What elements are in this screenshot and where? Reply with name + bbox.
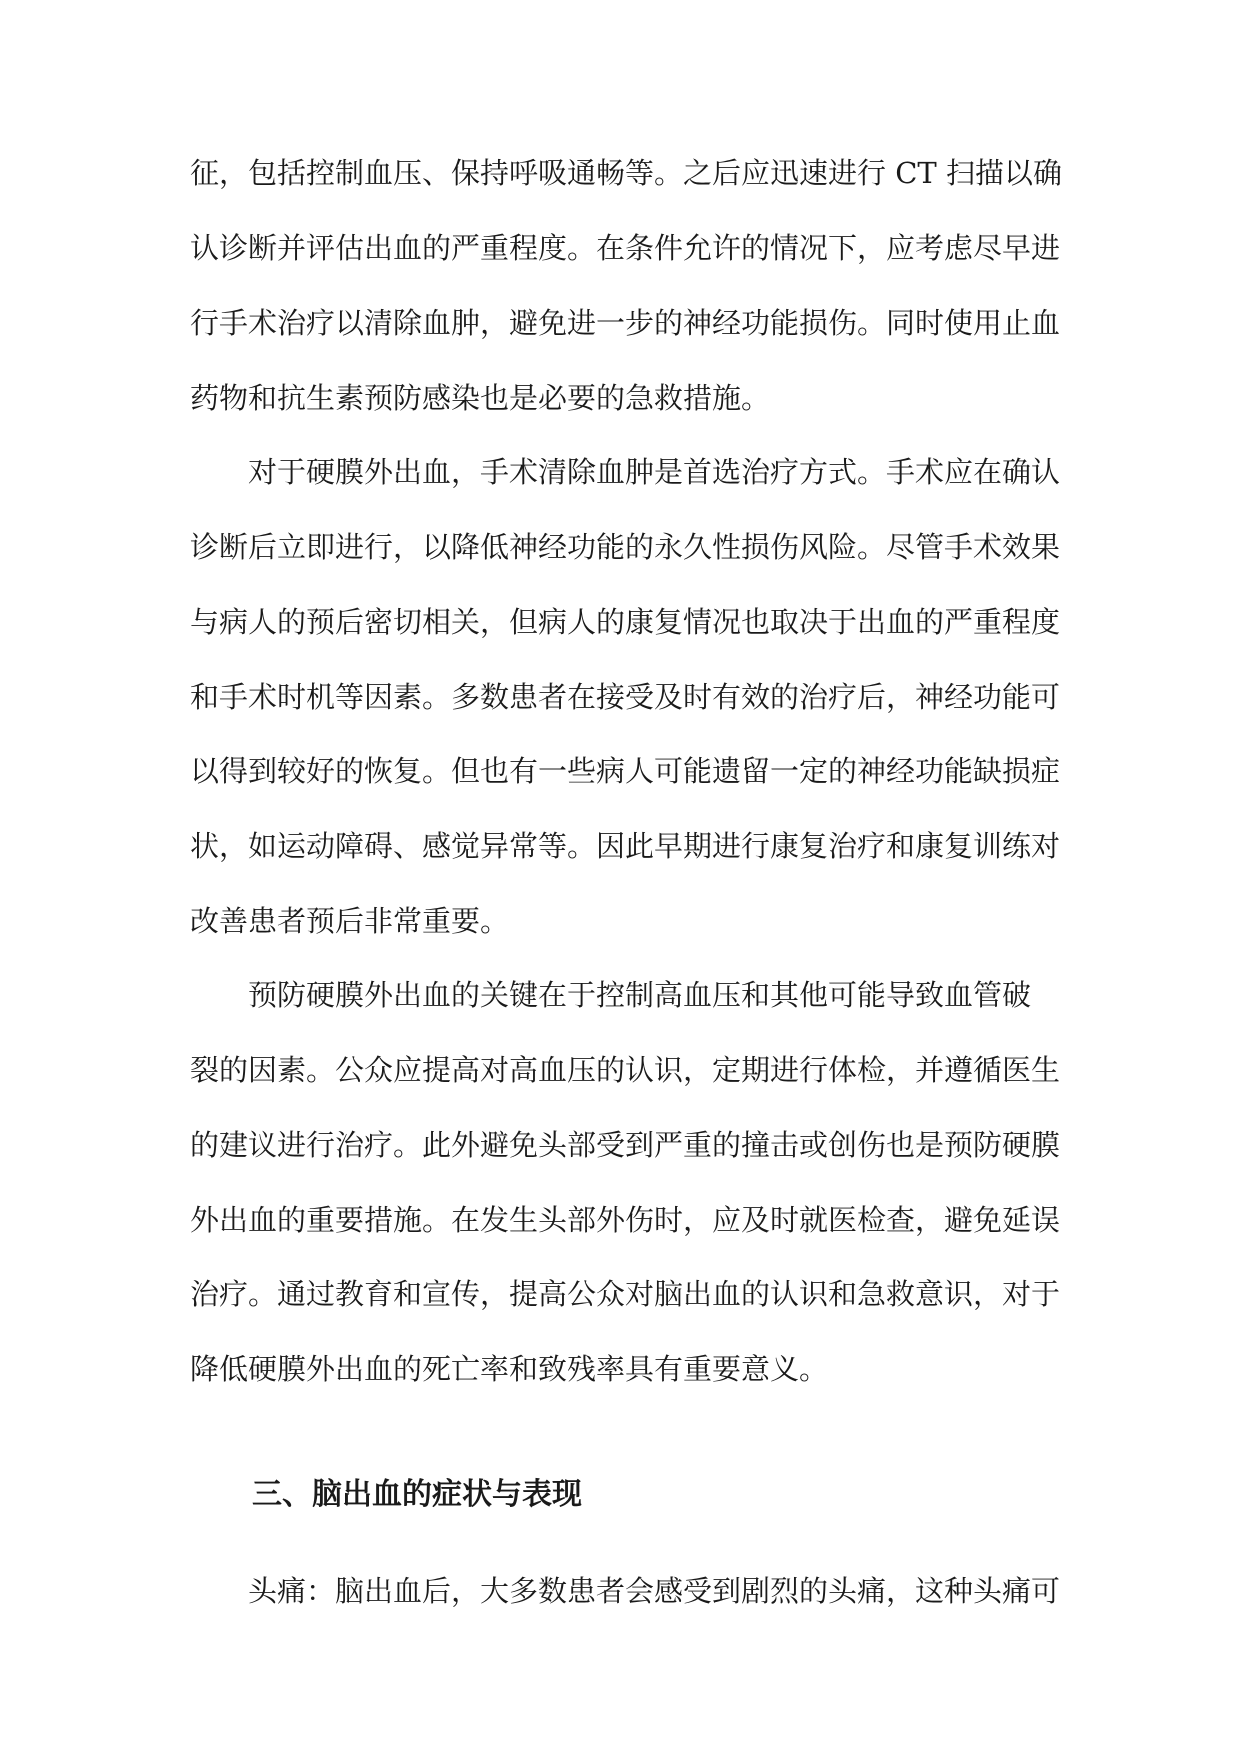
paragraph-4-line-1: 头痛：脑出血后，大多数患者会感受到剧烈的头痛，这种头痛可 xyxy=(248,1574,1061,1608)
paragraph-3-line-4: 外出血的重要措施。在发生头部外伤时，应及时就医检查，避免延误 xyxy=(190,1203,1061,1237)
paragraph-2-line-1: 对于硬膜外出血，手术清除血肿是首选治疗方式。手术应在确认 xyxy=(248,455,1061,489)
paragraph-3-line-1: 预防硬膜外出血的关键在于控制高血压和其他可能导致血管破 xyxy=(248,978,1032,1012)
paragraph-3-line-3: 的建议进行治疗。此外避免头部受到严重的撞击或创伤也是预防硬膜 xyxy=(190,1128,1061,1162)
paragraph-2-line-6: 状，如运动障碍、感觉异常等。因此早期进行康复治疗和康复训练对 xyxy=(190,829,1061,863)
paragraph-2-line-7: 改善患者预后非常重要。 xyxy=(190,904,510,938)
paragraph-2-line-2: 诊断后立即进行，以降低神经功能的永久性损伤风险。尽管手术效果 xyxy=(190,530,1061,564)
paragraph-1-line-3: 行手术治疗以清除血肿，避免进一步的神经功能损伤。同时使用止血 xyxy=(190,306,1061,340)
paragraph-1-line-4: 药物和抗生素预防感染也是必要的急救措施。 xyxy=(190,381,771,415)
paragraph-3-line-5: 治疗。通过教育和宣传，提高公众对脑出血的认识和急救意识，对于 xyxy=(190,1277,1061,1311)
paragraph-3-line-6: 降低硬膜外出血的死亡率和致残率具有重要意义。 xyxy=(190,1352,829,1386)
paragraph-2-line-4: 和手术时机等因素。多数患者在接受及时有效的治疗后，神经功能可 xyxy=(190,680,1061,714)
paragraph-2-line-3: 与病人的预后密切相关，但病人的康复情况也取决于出血的严重程度 xyxy=(190,605,1061,639)
paragraph-1-line-1: 征，包括控制血压、保持呼吸通畅等。之后应迅速进行 CT 扫描以确 xyxy=(190,156,1062,190)
section-heading: 三、脑出血的症状与表现 xyxy=(252,1477,582,1512)
paragraph-2-line-5: 以得到较好的恢复。但也有一些病人可能遗留一定的神经功能缺损症 xyxy=(190,754,1061,788)
paragraph-1-line-2: 认诊断并评估出血的严重程度。在条件允许的情况下，应考虑尽早进 xyxy=(190,231,1061,265)
paragraph-3-line-2: 裂的因素。公众应提高对高血压的认识，定期进行体检，并遵循医生 xyxy=(190,1053,1061,1087)
